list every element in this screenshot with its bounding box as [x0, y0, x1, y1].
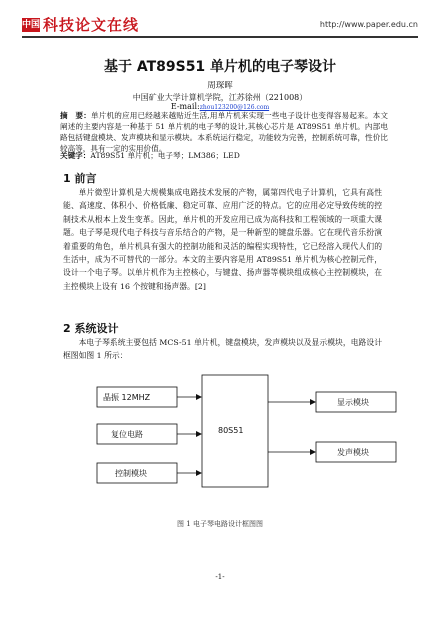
paper-title: 基于 AT89S51 单片机的电子琴设计	[103, 59, 337, 75]
journal-logo	[22, 14, 139, 35]
email-link[interactable]: zhou123200@126.com	[199, 104, 270, 111]
logo-mark: 中国	[22, 19, 41, 30]
header-rule	[22, 36, 418, 38]
section-body-intro: 单片微型计算机是大规模集成电路技术发展的产物，属第四代电子计算机，它具有高性能、高速度、体积小、价格低廉、稳定可靠、应用广泛的特点。它的应用必定导致传统的控制技术从根本上发生变革。因此，单片机的开发应用已成为高科技和工程领域的一项重大课题。电子琴是现代电子科技与音乐结合的产物，是一种新型的键盘乐器。它在现代音乐扮演着重要的角色，单片机具有强大的控制功能和灵活的编程实现特性，它已经溶入现代人们的生活中，成为不可替代的一部分。本文的主要内容是用 AT89S51 单片机为核心控制元件，设计一个电子琴。以单片机作为主控核心，与键盘、扬声器等模块组成核心主控制模块，在主控模块上设有 16 个按键和扬声器。[2]	[63, 188, 382, 291]
block-control-label: 控制模块	[115, 469, 147, 478]
block-display-label: 显示模块	[337, 398, 369, 407]
block-mcu-box	[202, 375, 268, 487]
block-control-box	[97, 463, 177, 483]
block-sound-box	[316, 442, 396, 462]
keywords	[60, 150, 388, 161]
block-crystal-label: 晶振 12MHZ	[103, 393, 151, 402]
block-reset-label: 复位电路	[111, 430, 143, 439]
journal-url[interactable]: http://www.paper.edu.cn	[319, 20, 418, 29]
section-heading-design: 2 系统设计	[63, 322, 119, 335]
block-crystal-box	[97, 387, 177, 407]
keywords-text: AT89S51 单片机；电子琴；LM386；LED	[90, 151, 240, 160]
page-number: -1-	[215, 573, 225, 581]
section-body-design: 本电子琴系统主要包括 MCS-51 单片机，键盘模块，发声模块以及显示模块，电路设计框图如图 1 所示：	[63, 338, 382, 361]
section-heading-intro: 1 前言	[63, 172, 97, 185]
block-reset-box	[97, 424, 177, 444]
abstract	[60, 110, 388, 154]
paper-author: 周琛晖	[207, 81, 233, 91]
block-display-box	[316, 392, 396, 412]
keywords-label: 关键字：	[60, 151, 91, 160]
logo-text: 科技论文在线	[43, 16, 140, 34]
block-mcu-label: 80S51	[218, 426, 244, 435]
page-header	[22, 8, 418, 38]
abstract-text: 单片机的应用已经越来越贴近生活,用单片机来实现一些电子设计也变得容易起来。本文阐述的主要内容是一种基于 51 单片机的电子琴的设计,其核心芯片是 AT89S51 单片机。内部电路包括键盘模块、发声模块和显示模块。本系统运行稳定，功能较为完善，控制系统可靠，性价比较高等，具有一定的实用价值。	[60, 111, 388, 153]
block-sound-label: 发声模块	[337, 448, 369, 457]
abstract-label: 摘 要：	[60, 111, 92, 120]
paper-affiliation: 中国矿业大学计算机学院，江苏徐州（221008）	[132, 93, 308, 102]
email-label: E-mail:	[170, 102, 200, 111]
figure-caption: 图 1 电子琴电路设计框图图	[177, 520, 263, 528]
